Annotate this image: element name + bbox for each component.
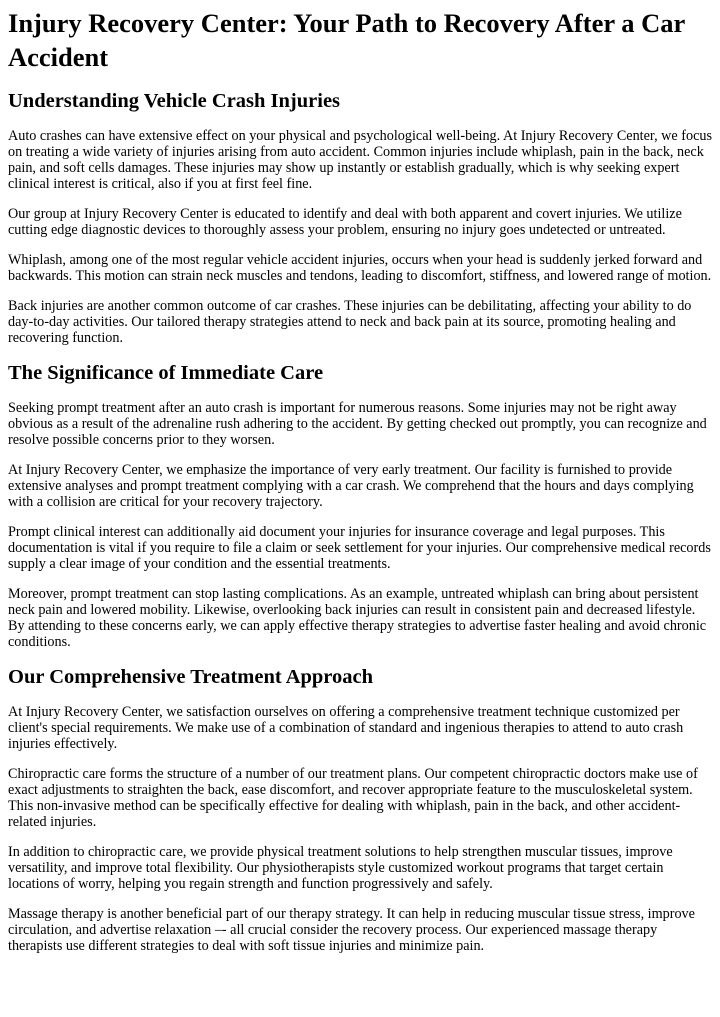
paragraph: In addition to chiropractic care, we provide physical treatment solutions to help strengthen muscular tissues, improve versatility, and improve total flexibility. Our physiotherapists style customized workout programs that target certain locations of worry, helping you regain strength and function progressively and safely. bbox=[8, 844, 673, 892]
paragraph: At Injury Recovery Center, we emphasize the importance of very early treatment. Our facility is furnished to provide extensive analyses and prompt treatment complying with a car crash. We comprehend that the hours and days complying with a collision are critical for your recovery trajectory. bbox=[8, 462, 694, 510]
paragraph: Prompt clinical interest can additionally aid document your injuries for insurance coverage and legal purposes. This documentation is vital if you require to file a claim or seek settlement for your injuries. Our comprehensive medical records supply a clear image of your condition and the essential treatments. bbox=[8, 524, 711, 572]
paragraph: Back injuries are another common outcome of car crashes. These injuries can be debilitating, affecting your ability to do day-to-day activities. Our tailored therapy strategies attend to neck and back pain at its source, promoting healing and recovering function. bbox=[8, 298, 692, 346]
paragraph: At Injury Recovery Center, we satisfaction ourselves on offering a comprehensive treatment technique customized per client's special requirements. We make use of a combination of standard and ingenious therapies to attend to auto crash injuries effectively. bbox=[8, 704, 684, 752]
section-treatment-approach bbox=[8, 664, 712, 954]
section-immediate-care bbox=[8, 360, 712, 650]
page-title: Injury Recovery Center: Your Path to Recovery After a Car Accident bbox=[8, 8, 685, 72]
section-heading: Our Comprehensive Treatment Approach bbox=[8, 666, 374, 688]
paragraph: Seeking prompt treatment after an auto crash is important for numerous reasons. Some injuries may not be right away obvious as a result of the adrenaline rush adhering to the accident. By getting checked out promptly, you can recognize and resolve possible concerns prior to they worsen. bbox=[8, 400, 707, 448]
paragraph: Moreover, prompt treatment can stop lasting complications. As an example, untreated whiplash can bring about persistent neck pain and lowered mobility. Likewise, overlooking back injuries can result in consistent pain and decreased lifestyle. By attending to these concerns early, we can apply effective therapy strategies to advertise faster healing and avoid chronic conditions. bbox=[8, 586, 707, 650]
section-heading: Understanding Vehicle Crash Injuries bbox=[8, 90, 341, 112]
paragraph: Auto crashes can have extensive effect on your physical and psychological well-being. At Injury Recovery Center, we focus on treating a wide variety of injuries arising from auto accident. Common injuries include whiplash, pain in the back, neck pain, and soft cells damages. These injuries may show up instantly or establish gradually, which is why seeking expert clinical interest is critical, also if you at first feel fine. bbox=[8, 128, 712, 192]
section-understanding-injuries bbox=[8, 88, 712, 346]
paragraph: Massage therapy is another beneficial part of our therapy strategy. It can help in reducing muscular tissue stress, improve circulation, and advertise relaxation –- all crucial consider the recovery process. Our experienced massage therapy therapists use different strategies to deal with soft tissue injuries and minimize pain. bbox=[8, 906, 695, 954]
paragraph: Chiropractic care forms the structure of a number of our treatment plans. Our competent chiropractic doctors make use of exact adjustments to straighten the back, ease discomfort, and recover appropriate feature to the musculoskeletal system. This non-invasive method can be specifically effective for dealing with whiplash, pain in the back, and other accident-related injuries. bbox=[8, 766, 698, 830]
paragraph: Whiplash, among one of the most regular vehicle accident injuries, occurs when your head is suddenly jerked forward and backwards. This motion can strain neck muscles and tendons, leading to discomfort, stiffness, and lowered range of motion. bbox=[8, 252, 712, 284]
paragraph: Our group at Injury Recovery Center is educated to identify and deal with both apparent and covert injuries. We utilize cutting edge diagnostic devices to thoroughly assess your problem, ensuring no injury goes undetected or untreated. bbox=[8, 206, 682, 238]
section-heading: The Significance of Immediate Care bbox=[8, 362, 324, 384]
